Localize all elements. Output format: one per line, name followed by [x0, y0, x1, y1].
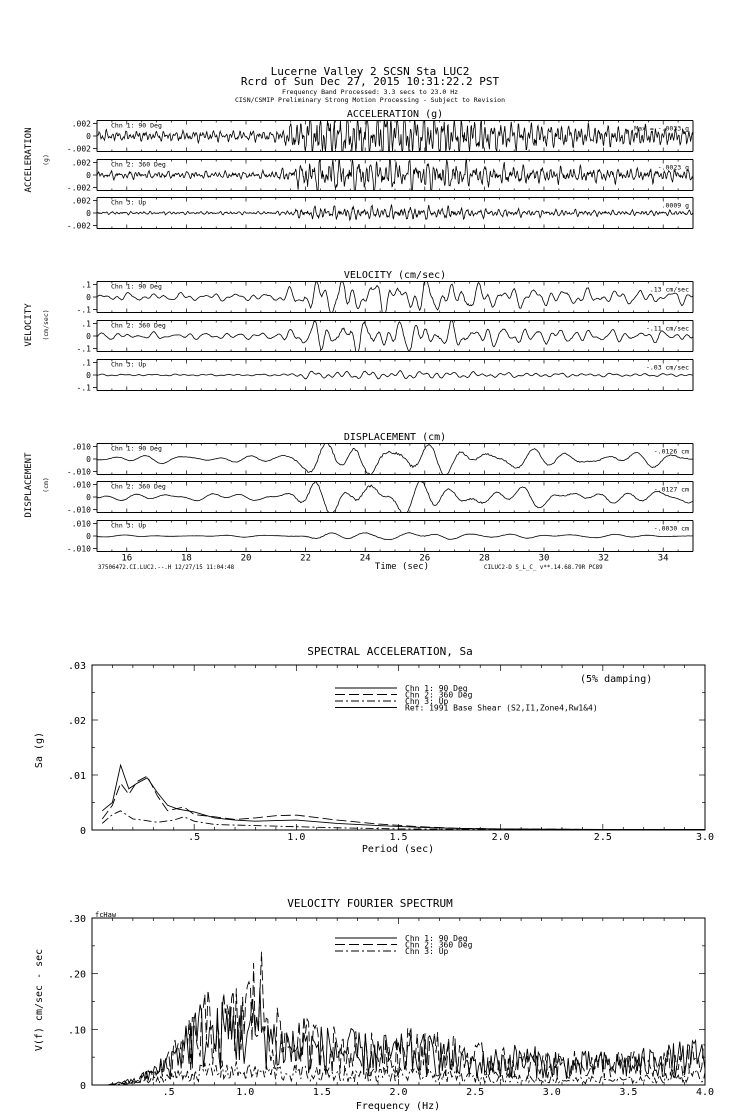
spectrum-series-line — [102, 776, 705, 829]
seismogram-trace — [97, 533, 693, 540]
timehistory-y-tick-label: 0 — [86, 209, 91, 218]
time-axis-tick-label: 26 — [419, 553, 431, 564]
timehistory-y-tick-label: 0 — [86, 171, 91, 180]
legend-entry-label: Chn 1: 90 Deg — [405, 934, 468, 943]
channel-name-label: Chn 1: 90 Deg — [111, 121, 162, 130]
channel-peak-label: Max = -.0033 g — [634, 124, 689, 133]
spectrum-x-tick-label: 2.5 — [466, 1087, 485, 1098]
timehistory-y-tick-label: 0 — [86, 371, 91, 380]
timehistory-y-tick-label: 0 — [86, 132, 91, 141]
timehistory-y-tick-label: .002 — [71, 119, 91, 129]
timehistory-y-tick-label: -.1 — [76, 383, 91, 393]
channel-peak-label: -.0023 g — [657, 163, 689, 172]
timehistory-y-axis-label: DISPLACEMENT — [24, 452, 34, 518]
timehistory-y-tick-label: -.002 — [66, 144, 91, 154]
spectrum-x-tick-label: 1.0 — [236, 1087, 255, 1098]
spectrum-x-tick-label: 1.5 — [312, 1087, 331, 1098]
time-axis-tick-label: 28 — [478, 553, 490, 564]
legend-entry-label: Ref: 1991 Base Shear (S2,I1,Zone4,Rw1&4) — [405, 703, 598, 713]
timehistory-y-axis-label: VELOCITY — [24, 303, 34, 347]
time-axis-tick-label: 24 — [359, 553, 371, 564]
spectrum-y-tick-label: 0 — [79, 826, 86, 837]
timehistory-y-tick-label: .002 — [71, 158, 91, 168]
time-axis-tick-label: 30 — [538, 553, 550, 564]
timehistory-y-tick-label: .010 — [71, 442, 91, 452]
footer-record-id: 37506472.CI.LUC2.--.H 12/27/15 11:04:48 — [98, 565, 235, 571]
timehistory-y-tick-label: .1 — [81, 280, 91, 290]
channel-peak-label: -.0030 cm — [653, 524, 689, 533]
timehistory-y-tick-label: -.010 — [66, 544, 91, 554]
legend-entry-label: Chn 3: Up — [405, 697, 449, 706]
channel-peak-label: -.03 cm/sec — [645, 363, 689, 372]
header-frequency-band: Frequency Band Processed: 3.3 secs to 23.0 Hz — [281, 88, 459, 96]
seismogram-trace — [97, 282, 693, 313]
spectrum-y-tick-label: .03 — [67, 661, 86, 672]
timehistory-y-tick-label: 0 — [86, 293, 91, 302]
timehistory-y-tick-label: -.010 — [66, 505, 91, 515]
timehistory-y-tick-label: -.1 — [76, 344, 91, 354]
spectrum-x-tick-label: 3.0 — [695, 832, 715, 843]
header-processing-note: CISN/CSMIP Preliminary Strong Motion Processing - Subject to Revision — [234, 96, 506, 104]
channel-name-label: Chn 3: Up — [111, 521, 147, 530]
seismogram-trace — [97, 205, 693, 221]
sa-y-axis-label: Sa (g) — [34, 731, 45, 769]
spectrum-y-tick-label: .30 — [67, 914, 86, 925]
fourier-y-axis-label: V(f) cm/sec - sec — [34, 948, 45, 1052]
seismogram-trace — [97, 160, 693, 191]
spectrum-y-tick-label: 0 — [79, 1081, 86, 1092]
spectrum-x-tick-label: 4.0 — [695, 1087, 715, 1098]
fourier-chart-title: VELOCITY FOURIER SPECTRUM — [287, 897, 453, 910]
legend-entry-label: Chn 2: 360 Deg — [405, 940, 473, 950]
channel-name-label: Chn 1: 90 Deg — [111, 282, 162, 291]
spectrum-x-tick-label: 2.0 — [389, 1087, 408, 1098]
header-station-title: Lucerne Valley 2 SCSN Sta LUC2 — [270, 65, 470, 78]
sa-damping-note: (5% damping) — [580, 674, 653, 685]
channel-name-label: Chn 2: 360 Deg — [111, 482, 166, 491]
channel-name-label: Chn 3: Up — [111, 198, 147, 207]
spectrum-plot-frame — [92, 918, 705, 1085]
spectrum-x-tick-label: 1.5 — [389, 832, 408, 843]
seismogram-trace — [97, 482, 693, 513]
channel-name-label: Chn 2: 360 Deg — [111, 321, 166, 330]
timehistory-y-tick-label: 0 — [86, 332, 91, 341]
spectrum-y-tick-label: .02 — [67, 716, 86, 727]
velocity-panel-title: VELOCITY (cm/sec) — [343, 270, 447, 281]
channel-name-label: Chn 1: 90 Deg — [111, 444, 162, 453]
seismogram-trace — [97, 371, 693, 379]
seismogram-trace — [97, 121, 693, 152]
spectrum-y-tick-label: .10 — [67, 1025, 86, 1037]
legend-entry-label: Chn 3: Up — [405, 947, 449, 956]
spectrum-series-line — [107, 952, 705, 1085]
fourier-corner-label: fcHaw — [95, 911, 117, 919]
displacement-panel-title: DISPLACEMENT (cm) — [343, 432, 447, 443]
timehistory-y-tick-label: .010 — [71, 519, 91, 529]
timehistory-y-tick-label: -.002 — [66, 183, 91, 193]
spectrum-x-tick-label: 1.0 — [287, 832, 306, 843]
channel-name-label: Chn 3: Up — [111, 360, 147, 369]
channel-peak-label: -.0127 cm — [653, 485, 689, 494]
timehistory-y-tick-label: .010 — [71, 480, 91, 490]
spectrum-x-tick-label: .5 — [162, 1087, 175, 1098]
spectrum-y-tick-label: .20 — [67, 969, 86, 981]
channel-peak-label: .13 cm/sec — [649, 285, 689, 294]
acceleration-panel-title: ACCELERATION (g) — [346, 109, 444, 120]
timehistory-y-tick-label: 0 — [86, 455, 91, 464]
time-axis-tick-label: 20 — [240, 553, 252, 564]
spectrum-y-tick-label: .01 — [67, 771, 86, 782]
spectrum-x-tick-label: 2.5 — [593, 832, 612, 843]
channel-name-label: Chn 2: 360 Deg — [111, 160, 166, 169]
spectrum-x-tick-label: 2.0 — [491, 832, 510, 843]
timehistory-y-unit-label: (g) — [42, 154, 50, 166]
spectrum-series-line — [102, 765, 705, 829]
legend-entry-label: Chn 1: 90 Deg — [405, 684, 468, 693]
timehistory-y-axis-label: ACCELERATION — [24, 127, 34, 193]
timehistory-y-tick-label: 0 — [86, 493, 91, 502]
sa-chart-title: SPECTRAL ACCELERATION, Sa — [307, 645, 473, 658]
fourier-x-axis-label: Frequency (Hz) — [355, 1101, 441, 1112]
time-axis-label: Time (sec) — [374, 562, 430, 572]
timehistory-y-tick-label: .1 — [81, 319, 91, 329]
timehistory-y-tick-label: -.1 — [76, 305, 91, 315]
time-axis-tick-label: 22 — [300, 553, 312, 564]
channel-peak-label: .0009 g — [661, 201, 689, 210]
header-record-time: Rcrd of Sun Dec 27, 2015 10:31:22.2 PST — [240, 75, 500, 88]
time-axis-tick-label: 16 — [121, 553, 133, 564]
sa-x-axis-label: Period (sec) — [361, 844, 435, 855]
spectrum-x-tick-label: .5 — [188, 832, 201, 843]
timehistory-y-tick-label: .1 — [81, 358, 91, 368]
time-axis-tick-label: 18 — [180, 553, 192, 564]
timehistory-y-tick-label: .002 — [71, 196, 91, 206]
channel-peak-label: -.0126 cm — [653, 447, 689, 456]
seismogram-trace — [97, 444, 693, 475]
footer-processing-id: CILUC2-D S_L_C_ v**.14.68.79R PC89 — [484, 565, 603, 571]
seismogram-trace — [97, 321, 693, 352]
timehistory-y-unit-label: (cm/sec) — [42, 309, 50, 341]
spectrum-plot-frame — [92, 665, 705, 830]
spectrum-x-tick-label: 3.5 — [619, 1087, 638, 1098]
timehistory-y-unit-label: (cm) — [42, 477, 50, 493]
timehistory-y-tick-label: -.010 — [66, 467, 91, 477]
timehistory-y-tick-label: 0 — [86, 532, 91, 541]
spectrum-x-tick-label: 3.0 — [542, 1087, 561, 1098]
channel-peak-label: -.11 cm/sec — [645, 324, 689, 333]
legend-entry-label: Chn 2: 360 Deg — [405, 690, 473, 700]
time-axis-tick-label: 34 — [657, 553, 669, 564]
time-axis-tick-label: 32 — [598, 553, 610, 564]
timehistory-y-tick-label: -.002 — [66, 221, 91, 231]
